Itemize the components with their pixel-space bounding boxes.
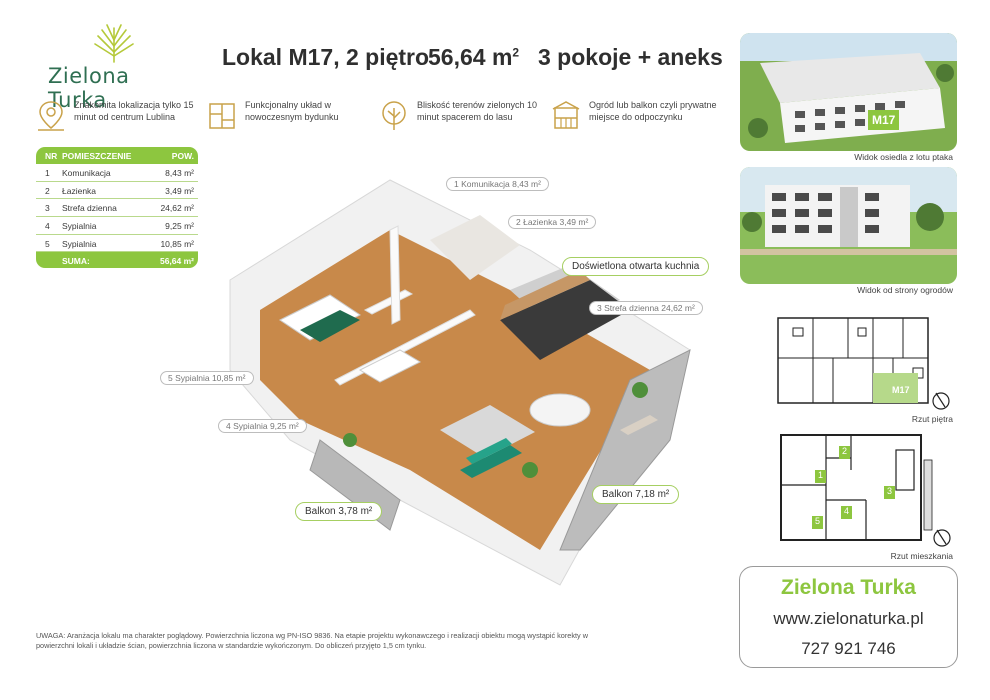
row-area: 10,85 m² — [160, 238, 194, 249]
row-room: Sypialnia — [62, 238, 97, 249]
building-layout-icon — [207, 100, 237, 132]
garden-balcony-icon — [551, 100, 581, 132]
feature-text: Znakomita lokalizacja tylko 15 minut od centrum Lublina — [74, 100, 194, 122]
label-balkon-2: Balkon 7,18 m² — [592, 485, 679, 504]
tree-logo-icon — [92, 22, 136, 64]
location-pin-icon — [36, 100, 66, 132]
row-nr: 2 — [45, 185, 50, 196]
label-sypialnia-5: 5 Sypialnia 10,85 m² — [160, 371, 254, 385]
floor-badge: M17 — [892, 385, 910, 395]
header-nr: NR — [45, 151, 58, 161]
row-room: Sypialnia — [62, 221, 97, 232]
row-area: 3,49 m² — [165, 185, 194, 196]
unit-rooms: 3 pokoje + aneks — [538, 44, 723, 70]
floor-plan-drawing — [773, 313, 953, 413]
row-room: Komunikacja — [62, 168, 111, 178]
label-komunikacja: 1 Komunikacja 8,43 m² — [446, 177, 549, 191]
feature-location — [36, 100, 216, 140]
feature-text: Ogród lub balkon czyli prywatne miejsce do odpoczynku — [589, 100, 717, 122]
caption-floor: Rzut piętra — [911, 414, 953, 424]
header-room: POMIESZCZENIE — [62, 151, 132, 161]
plan-number-2: 2 — [839, 446, 850, 459]
garden-view-image — [740, 167, 957, 284]
brand-name: Zielona Turka — [48, 64, 130, 112]
row-room: Łazienka — [62, 185, 97, 196]
header-area: POW. — [171, 151, 194, 161]
row-room: Strefa dzienna — [62, 203, 117, 214]
row-nr: 5 — [45, 238, 50, 249]
contact-name: Zielona Turka — [781, 576, 916, 599]
unit-badge: M17 — [868, 110, 899, 130]
row-area: 8,43 m² — [165, 168, 194, 178]
label-sypialnia-4: 4 Sypialnia 9,25 m² — [218, 419, 307, 433]
sum-label: SUMA: — [62, 256, 90, 267]
plan-number-4: 4 — [841, 506, 852, 519]
feature-layout — [207, 100, 387, 140]
unit-area-sup: 2 — [512, 45, 520, 60]
unit-area-value: 56,64 m — [428, 44, 513, 70]
label-balkon-1: Balkon 3,78 m² — [295, 502, 382, 521]
aerial-view-image — [740, 33, 957, 151]
apartment-plan — [776, 430, 956, 550]
contact-website[interactable]: www.zielonaturka.pl — [773, 609, 924, 628]
feature-text: Bliskość terenów zielonych 10 minut spacerem do lasu — [417, 100, 538, 122]
unit-title: Lokal M17, 2 piętro — [222, 44, 430, 70]
floor-plan — [773, 313, 953, 413]
row-nr: 4 — [45, 221, 50, 232]
plan-number-5: 5 — [812, 516, 823, 529]
caption-garden: Widok od strony ogrodów — [857, 285, 953, 295]
table-header — [36, 147, 198, 164]
label-kuchnia: Doświetlona otwarta kuchnia — [562, 257, 709, 276]
aerial-view-render — [740, 33, 957, 151]
label-strefa-dzienna: 3 Strefa dzienna 24,62 m² — [589, 301, 703, 315]
feature-garden — [551, 100, 731, 140]
row-area: 9,25 m² — [165, 221, 194, 232]
tree-icon — [379, 100, 409, 132]
row-nr: 3 — [45, 203, 50, 214]
plan-number-1: 1 — [815, 470, 826, 483]
plan-number-3: 3 — [884, 486, 895, 499]
feature-green — [379, 100, 559, 140]
row-area: 24,62 m² — [160, 203, 194, 214]
row-nr: 1 — [45, 168, 50, 178]
feature-text: Funkcjonalny układ w nowoczesnym bydunku — [245, 100, 339, 122]
contact-box — [739, 566, 958, 668]
caption-aerial: Widok osiedla z lotu ptaka — [854, 152, 953, 162]
sum-value: 56,64 m² — [159, 256, 194, 267]
unit-area — [428, 44, 519, 71]
contact-phone[interactable]: 727 921 746 — [801, 639, 896, 658]
apartment-plan-drawing — [776, 430, 956, 550]
disclaimer-note: UWAGA: Aranżacja lokalu ma charakter poglądowy. Powierzchnia liczona wg PN-ISO 9836. Na etapie projektu wykonawczego i realizacji obiektu mogą wystąpić korekty w powierzchni lokali i układzie ścian, powierzchnia liczona w standardzie wykończonym. Do obliczeń przyjęto 1,5 cm tynku. — [36, 631, 588, 650]
garden-view-render — [740, 167, 957, 284]
caption-apartment: Rzut mieszkania — [890, 551, 953, 561]
label-lazienka: 2 Łazienka 3,49 m² — [508, 215, 596, 229]
apartment-3d-plan — [150, 170, 710, 590]
